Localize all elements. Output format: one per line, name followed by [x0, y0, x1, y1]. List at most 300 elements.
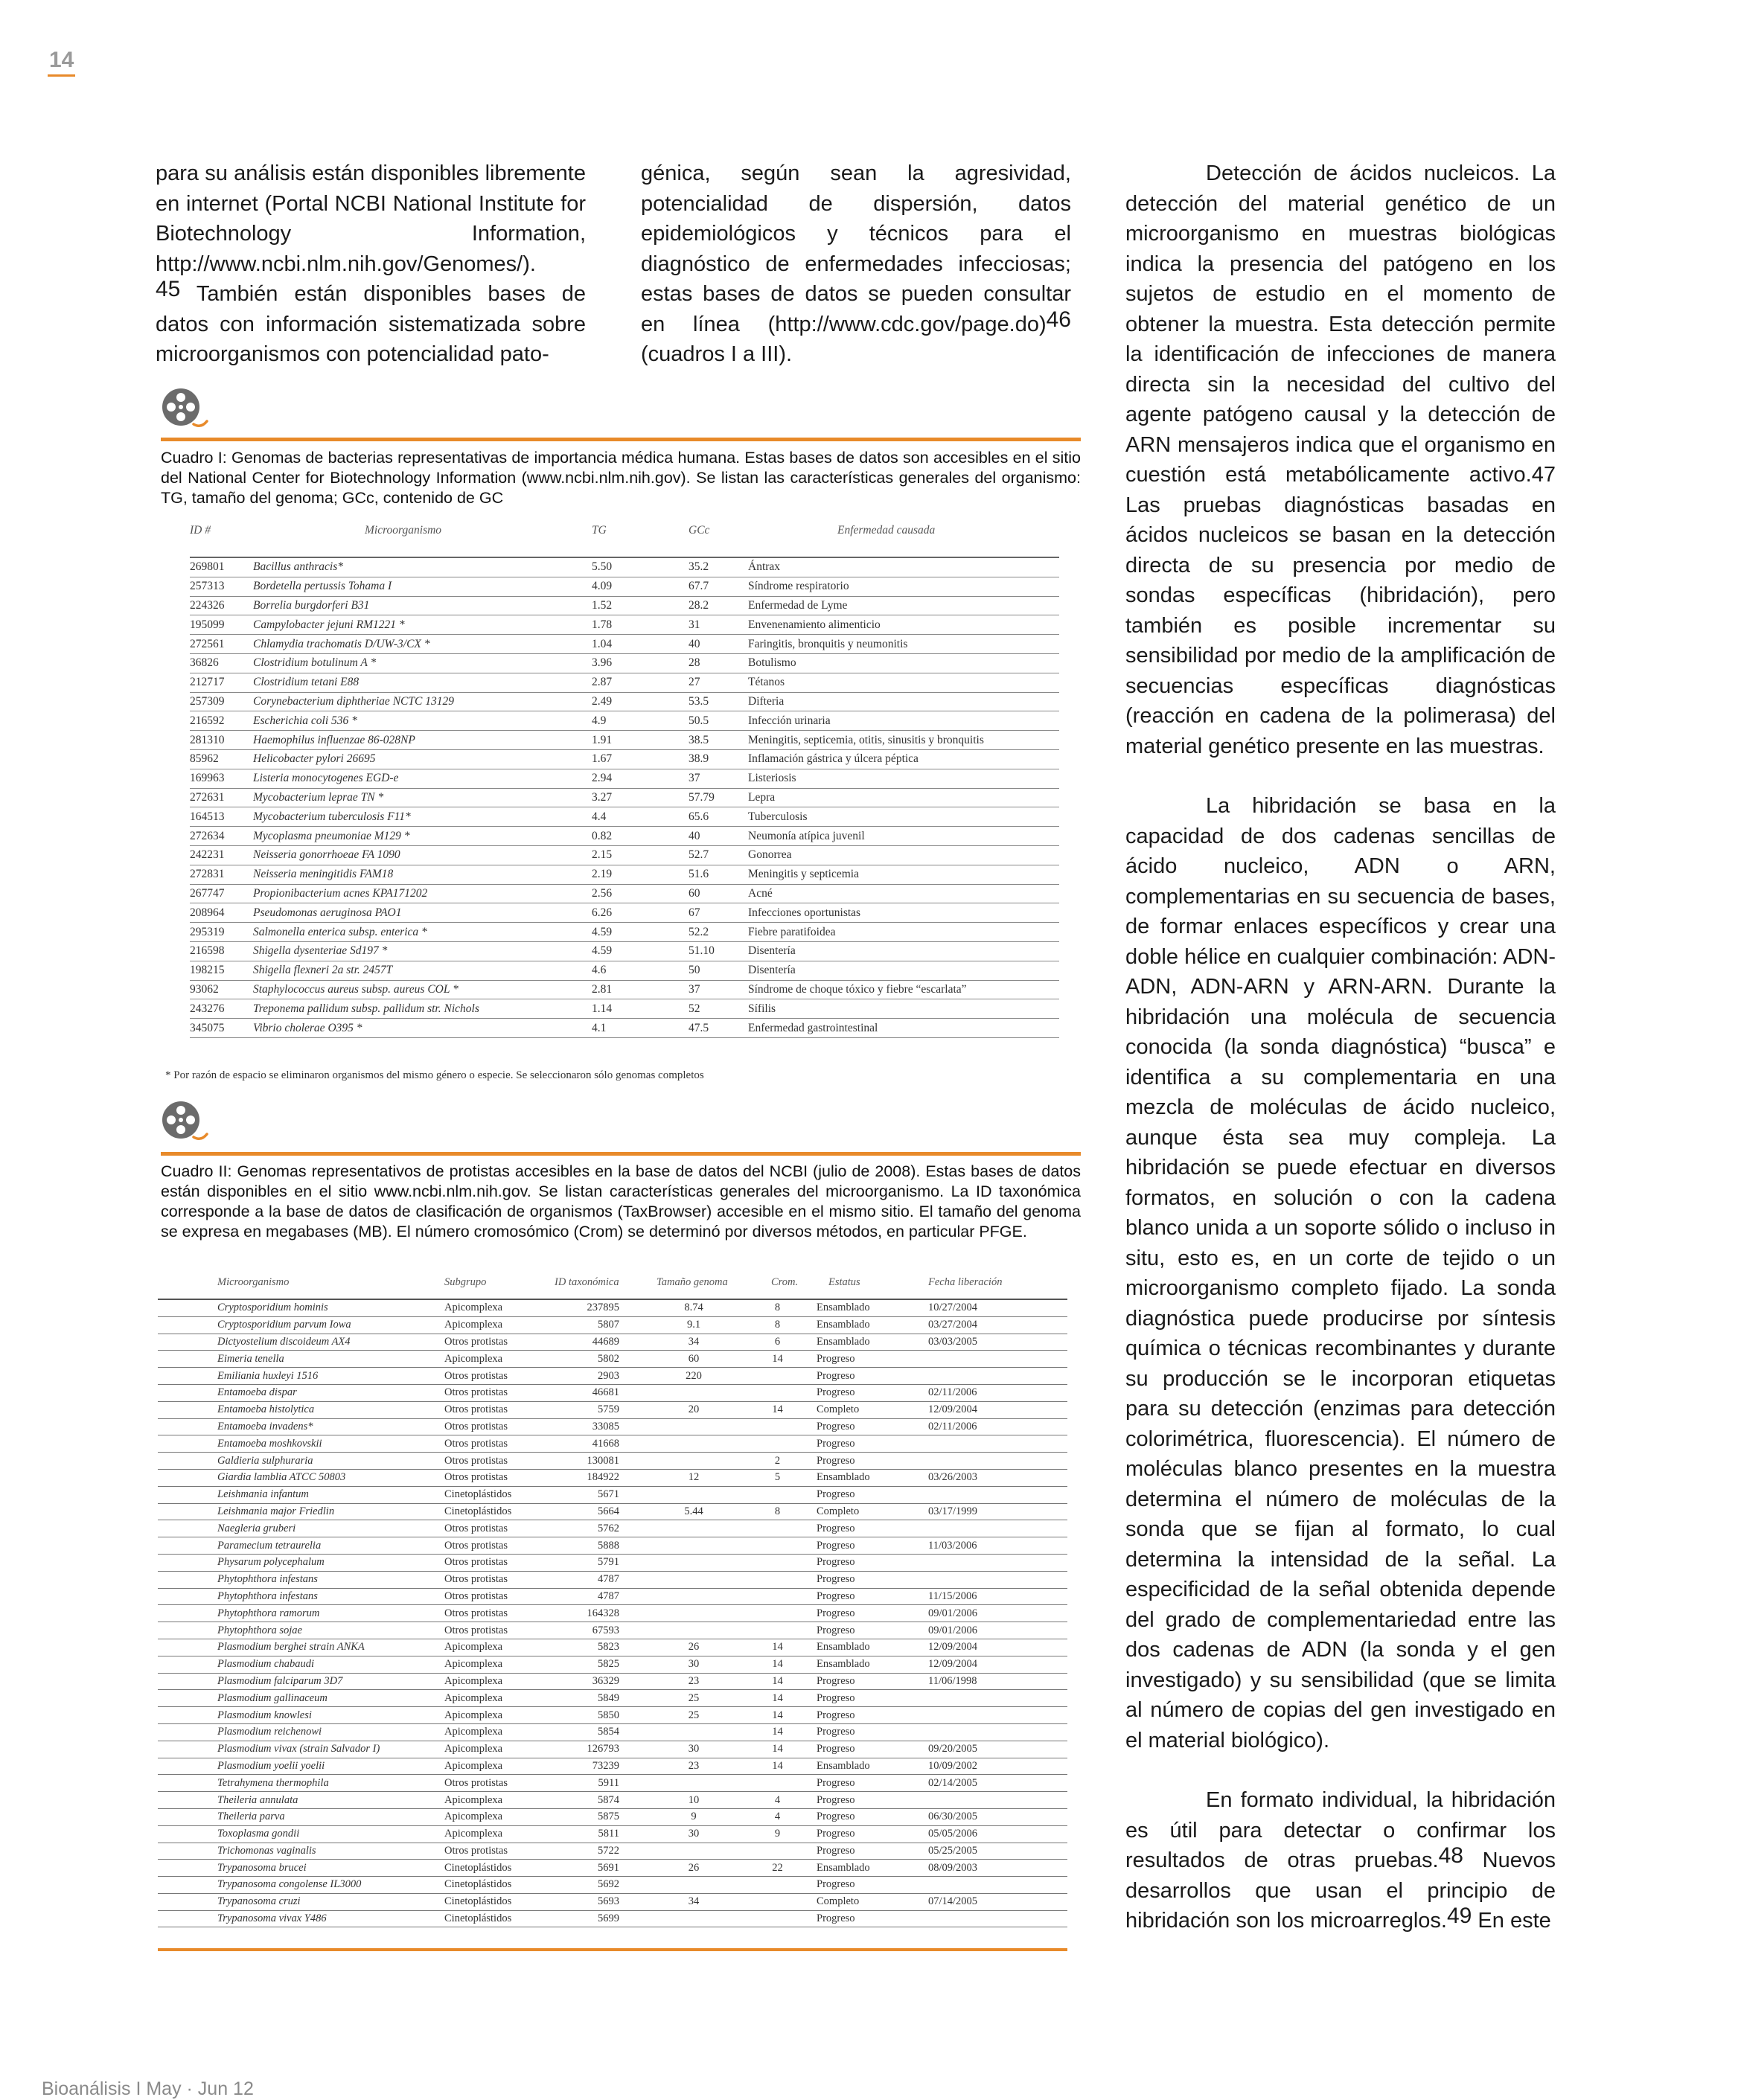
table2-row	[158, 1808, 1067, 1825]
table2-cell: 14	[761, 1656, 817, 1673]
table2-cell: Apicomplexa	[422, 1808, 549, 1825]
table1-cell: 85962	[190, 749, 253, 769]
table1-cell: Difteria	[748, 692, 1059, 711]
table1-row	[190, 596, 1059, 615]
table2-cell: Otros protistas	[422, 1571, 549, 1588]
table2-cell: 73239	[549, 1758, 657, 1775]
table1-cell: 198215	[190, 961, 253, 980]
table1-row	[190, 845, 1059, 865]
table2-cell: Theileria annulata	[158, 1792, 422, 1809]
table1-cell: 4.09	[592, 577, 689, 596]
table2-cell: 5	[761, 1469, 817, 1486]
table1-cell: 28.2	[689, 596, 748, 615]
table2-row	[158, 1690, 1067, 1707]
table1-cell: 257313	[190, 577, 253, 596]
table2-row	[158, 1622, 1067, 1639]
table2-cell: Plasmodium knowlesi	[158, 1707, 422, 1724]
table1-cell: 38.5	[689, 731, 748, 750]
table2-row	[158, 1486, 1067, 1503]
table2-cell: Otros protistas	[422, 1453, 549, 1470]
table2-cell: 03/26/2003	[928, 1469, 1067, 1486]
table1-row	[190, 961, 1059, 980]
table1-row	[190, 557, 1059, 577]
table2-cell: Apicomplexa	[422, 1673, 549, 1690]
table2-cell: Ensamblado	[817, 1860, 928, 1877]
table2-cell: Trichomonas vaginalis	[158, 1843, 422, 1860]
table1-cell: Borrelia burgdorferi B31	[253, 596, 592, 615]
table2-cell	[928, 1877, 1067, 1894]
table2-cell: 164328	[549, 1605, 657, 1622]
table2-cell: 5699	[549, 1910, 657, 1927]
table2-cell: Cryptosporidium hominis	[158, 1299, 422, 1316]
table2-row	[158, 1453, 1067, 1470]
table2-cell	[928, 1792, 1067, 1809]
table2-cell: 8	[761, 1299, 817, 1316]
table2-cell: 44689	[549, 1334, 657, 1351]
table1-cell: 35.2	[689, 557, 748, 577]
table1-cell: Faringitis, bronquitis y neumonitis	[748, 635, 1059, 654]
table2-cell: Progreso	[817, 1741, 928, 1758]
table2-cell: Completo	[817, 1893, 928, 1910]
table2-cell: Physarum polycephalum	[158, 1554, 422, 1571]
table2-row	[158, 1723, 1067, 1741]
table1-rule	[161, 438, 1081, 441]
table1-cell: Meningitis y septicemia	[748, 865, 1059, 884]
table2-cell	[761, 1910, 817, 1927]
table2-cell: 14	[761, 1401, 817, 1418]
table2-cell: Eimeria tenella	[158, 1351, 422, 1368]
table1-cell: 208964	[190, 903, 253, 923]
table2-cell: Cinetoplástidos	[422, 1893, 549, 1910]
table2-cell: Progreso	[817, 1520, 928, 1537]
table2-cell	[928, 1723, 1067, 1741]
table1-cell: Bordetella pertussis Tohama I	[253, 577, 592, 596]
col3-text-a: En formato individual, la hibridación es útil para detectar o confirmar los resultados de otras pruebas.	[1125, 1788, 1556, 1872]
table1-cell: Meningitis, septicemia, otitis, sinusitis y bronquitis	[748, 731, 1059, 750]
body-column-2	[641, 159, 1071, 370]
table1-cell: 4.4	[592, 807, 689, 827]
table2-cell: 14	[761, 1690, 817, 1707]
table2-row	[158, 1316, 1067, 1334]
col1-text-a: para su análisis están disponibles libremente en internet (Portal NCBI National Institute for Biotechnology Information, http://www.ncbi.nlm.nih.gov/Genomes/).	[156, 161, 586, 276]
table2-cell: 23	[657, 1673, 761, 1690]
table2-cell: Apicomplexa	[422, 1758, 549, 1775]
table1-header: Microorganismo	[253, 521, 592, 557]
table1-cell: Lepra	[748, 788, 1059, 807]
table1-cell: 4.6	[592, 961, 689, 980]
table2-cell: Galdieria sulphuraria	[158, 1453, 422, 1470]
table2-cell: 5722	[549, 1843, 657, 1860]
table2-cell: 8.74	[657, 1299, 761, 1316]
table2-cell: 25	[657, 1707, 761, 1724]
table2-cell: 22	[761, 1860, 817, 1877]
table2-cell: Progreso	[817, 1775, 928, 1792]
table2-row	[158, 1605, 1067, 1622]
table2-cell: Entamoeba moshkovskii	[158, 1435, 422, 1453]
table2-cell: Ensamblado	[817, 1299, 928, 1316]
table1-cell: 31	[689, 615, 748, 635]
table2-cell: 36329	[549, 1673, 657, 1690]
table2-cell: Progreso	[817, 1537, 928, 1555]
table2-cell	[657, 1384, 761, 1401]
table2-cell: 5671	[549, 1486, 657, 1503]
table2-cell: Trypanosoma cruzi	[158, 1893, 422, 1910]
table2-cell: 30	[657, 1656, 761, 1673]
table2-header-row	[158, 1270, 1067, 1299]
table2-cell: 06/30/2005	[928, 1808, 1067, 1825]
table2-cell	[928, 1486, 1067, 1503]
table1-cell: 50	[689, 961, 748, 980]
table1-cell: Propionibacterium acnes KPA171202	[253, 884, 592, 903]
table2-cell: Progreso	[817, 1605, 928, 1622]
table2-cell: Trypanosoma vivax Y486	[158, 1910, 422, 1927]
footer-issue: Bioanálisis I May · Jun 12	[42, 2078, 254, 2099]
col3-paragraph-3	[1125, 1785, 1556, 1936]
table2-cell: Otros protistas	[422, 1605, 549, 1622]
table2-row	[158, 1860, 1067, 1877]
table1-cell: Gonorrea	[748, 845, 1059, 865]
table2-cell	[761, 1571, 817, 1588]
table2-cell: 6	[761, 1334, 817, 1351]
table2-cell: Plasmodium berghei strain ANKA	[158, 1639, 422, 1656]
table1-cell: 3.27	[592, 788, 689, 807]
table1-cell: 57.79	[689, 788, 748, 807]
table1-cell: 2.56	[592, 884, 689, 903]
table1-cell: Neisseria gonorrhoeae FA 1090	[253, 845, 592, 865]
table2-row	[158, 1368, 1067, 1385]
table1-cell: 47.5	[689, 1019, 748, 1038]
table1-cell: Tuberculosis	[748, 807, 1059, 827]
table1-row	[190, 769, 1059, 788]
table2-cell: 05/25/2005	[928, 1843, 1067, 1860]
table1-header-row	[190, 521, 1059, 557]
table1-cell: 0.82	[592, 827, 689, 846]
table2-cell: 5850	[549, 1707, 657, 1724]
table1-cell: 295319	[190, 923, 253, 942]
table2-row	[158, 1469, 1067, 1486]
table2-header: Tamaño genoma	[657, 1270, 761, 1299]
table2-cell	[657, 1453, 761, 1470]
table2-cell: 10/09/2002	[928, 1758, 1067, 1775]
table2-cell: 5692	[549, 1877, 657, 1894]
table2-cell: 5691	[549, 1860, 657, 1877]
table2-cell	[761, 1520, 817, 1537]
table2-cell: 33085	[549, 1418, 657, 1435]
table2-row	[158, 1792, 1067, 1809]
table1-cell: 164513	[190, 807, 253, 827]
table1-cell: 272631	[190, 788, 253, 807]
table1	[190, 521, 1059, 1038]
table1-cell: 4.1	[592, 1019, 689, 1038]
body-column-3	[1125, 159, 1556, 1966]
table1-cell: Bacillus anthracis*	[253, 557, 592, 577]
table1-cell: 67.7	[689, 577, 748, 596]
table2-cell: 10	[657, 1792, 761, 1809]
table2-cell: 5874	[549, 1792, 657, 1809]
table1-row	[190, 711, 1059, 731]
table1-cell: 257309	[190, 692, 253, 711]
table2-row	[158, 1334, 1067, 1351]
table2-cell: 02/11/2006	[928, 1384, 1067, 1401]
table2-row	[158, 1299, 1067, 1316]
table1-row	[190, 807, 1059, 827]
table2-row	[158, 1893, 1067, 1910]
table2-cell: Otros protistas	[422, 1537, 549, 1555]
table1-cell: Campylobacter jejuni RM1221 *	[253, 615, 592, 635]
table2-row	[158, 1910, 1067, 1927]
table2-cell: Apicomplexa	[422, 1639, 549, 1656]
table1-cell: Vibrio cholerae O395 *	[253, 1019, 592, 1038]
table2-cell: Otros protistas	[422, 1334, 549, 1351]
table1-row	[190, 653, 1059, 673]
table2-cell	[657, 1571, 761, 1588]
table2-cell: Progreso	[817, 1707, 928, 1724]
table2-cell: 14	[761, 1758, 817, 1775]
table2-cell: Otros protistas	[422, 1469, 549, 1486]
table1-cell: 50.5	[689, 711, 748, 731]
table2-cell: 130081	[549, 1453, 657, 1470]
table2-cell: 14	[761, 1741, 817, 1758]
table2-cell: Progreso	[817, 1723, 928, 1741]
table1-row	[190, 673, 1059, 692]
table2-cell: Cinetoplástidos	[422, 1503, 549, 1520]
table2-cell: 09/20/2005	[928, 1741, 1067, 1758]
table1-row	[190, 731, 1059, 750]
table2-cell: Ensamblado	[817, 1334, 928, 1351]
ref-46: 46	[1046, 307, 1071, 332]
table2	[158, 1270, 1067, 1927]
table2-cell: Phytophthora infestans	[158, 1571, 422, 1588]
table2-row	[158, 1673, 1067, 1690]
table2-cell: Apicomplexa	[422, 1316, 549, 1334]
table2-cell: 5825	[549, 1656, 657, 1673]
table2-cell: Otros protistas	[422, 1384, 549, 1401]
table2-cell: 9	[761, 1825, 817, 1843]
table2-cell: 41668	[549, 1435, 657, 1453]
table1-cell: 267747	[190, 884, 253, 903]
table2-cell: 14	[761, 1673, 817, 1690]
table2-header: Crom.	[761, 1270, 817, 1299]
table2-header: Subgrupo	[422, 1270, 549, 1299]
table2-cell: 34	[657, 1893, 761, 1910]
table2-cell: 26	[657, 1860, 761, 1877]
table1-cell: 2.81	[592, 980, 689, 999]
table2-cell: 5664	[549, 1503, 657, 1520]
table2-cell: Progreso	[817, 1910, 928, 1927]
table2-cell	[657, 1418, 761, 1435]
table1-cell: 37	[689, 769, 748, 788]
table2-cell	[657, 1554, 761, 1571]
table2-caption: Cuadro II: Genomas representativos de protistas accesibles en la base de datos del NCBI (julio de 2008). Estas bases de datos están disponibles en el sitio www.ncbi.nlm.nih.gov. Se listan características generales del microorganismo. La ID taxonómica corresponde a la base de datos de clasificación de organismos (TaxBrowser) accesible en el mismo sitio. El tamaño del genoma se expresa en megabases (MB). El número cromosómico (Crom) se determinó por diversos métodos, en particular PFGE.	[161, 1162, 1081, 1241]
table2-cell: 126793	[549, 1741, 657, 1758]
table1-cell: Clostridium tetani E88	[253, 673, 592, 692]
table1-cell: Salmonella enterica subsp. enterica *	[253, 923, 592, 942]
table2-cell: Trypanosoma brucei	[158, 1860, 422, 1877]
table2-cell: 4	[761, 1792, 817, 1809]
table1-cell: Mycoplasma pneumoniae M129 *	[253, 827, 592, 846]
table2-cell: Progreso	[817, 1486, 928, 1503]
table2-cell: 4787	[549, 1588, 657, 1605]
table1-row	[190, 788, 1059, 807]
table2-cell	[657, 1588, 761, 1605]
table2-cell: Progreso	[817, 1792, 928, 1809]
table2-cell: 03/17/1999	[928, 1503, 1067, 1520]
table2-cell: 25	[657, 1690, 761, 1707]
table1-header: GCc	[689, 521, 748, 557]
table2-cell: 10/27/2004	[928, 1299, 1067, 1316]
table1-cell: 4.59	[592, 923, 689, 942]
table2-cell: 5823	[549, 1639, 657, 1656]
table2-cell: Paramecium tetraurelia	[158, 1537, 422, 1555]
col3-paragraph-1: Detección de ácidos nucleicos. La detección del material genético de un microorganismo en muestras biológicas indica la presencia del patógeno en los sujetos de estudio en el momento de obtener la muestra. Esta detección permite la identificación de infecciones de manera directa sin la necesidad del cultivo del agente patógeno causal y la detección de ARN mensajeros indica que el organismo en cuestión está metabólicamente activo.47 Las pruebas diagnósticas basadas en ácidos nucleicos se basan en la detección directa de su presencia por medio de sondas específicas (hibridación), pero también es posible incrementar su sensibilidad por medio de la amplificación de secuencias específicas diagnósticas (reacción en cadena de la polimerasa) del material genético presente en las muestras.	[1125, 161, 1556, 758]
table1-row	[190, 884, 1059, 903]
table2-cell: 5811	[549, 1825, 657, 1843]
table2-cell	[928, 1351, 1067, 1368]
table1-row	[190, 827, 1059, 846]
table1-cell: Mycobacterium tuberculosis F11*	[253, 807, 592, 827]
table2-row	[158, 1520, 1067, 1537]
table1-header: TG	[592, 521, 689, 557]
table1-cell: 242231	[190, 845, 253, 865]
table1-cell: 4.9	[592, 711, 689, 731]
table2-cell: 12/09/2004	[928, 1656, 1067, 1673]
table1-cell: 51.10	[689, 941, 748, 961]
table2-cell: 03/03/2005	[928, 1334, 1067, 1351]
table1-row	[190, 749, 1059, 769]
table2-row	[158, 1775, 1067, 1792]
table2-cell: Otros protistas	[422, 1435, 549, 1453]
table1-cell: 60	[689, 884, 748, 903]
table1-cell: Síndrome de choque tóxico y fiebre “escarlata”	[748, 980, 1059, 999]
table2-cell: Apicomplexa	[422, 1707, 549, 1724]
table2-cell: Progreso	[817, 1418, 928, 1435]
table1-header: ID #	[190, 521, 253, 557]
table2-row	[158, 1537, 1067, 1555]
table2-cell: 9.1	[657, 1316, 761, 1334]
table2-cell: Otros protistas	[422, 1368, 549, 1385]
table2-cell: Progreso	[817, 1690, 928, 1707]
table2-cell	[657, 1605, 761, 1622]
table2-cell: Apicomplexa	[422, 1656, 549, 1673]
table2-cell: Otros protistas	[422, 1401, 549, 1418]
table1-cell: 345075	[190, 1019, 253, 1038]
table2-cell	[928, 1453, 1067, 1470]
film-reel-icon	[161, 1100, 213, 1143]
table1-cell: Síndrome respiratorio	[748, 577, 1059, 596]
table2-cell: Phytophthora infestans	[158, 1588, 422, 1605]
table2-header: Microorganismo	[158, 1270, 422, 1299]
table1-cell: 2.15	[592, 845, 689, 865]
table2-cell: 2	[761, 1453, 817, 1470]
table2-cell: Progreso	[817, 1673, 928, 1690]
table2-cell: Leishmania infantum	[158, 1486, 422, 1503]
table2-row	[158, 1877, 1067, 1894]
table2-row	[158, 1401, 1067, 1418]
col3-paragraph-2: La hibridación se basa en la capacidad de dos cadenas sencillas de ácido nucleico, ADN o ARN, complementarias en su secuencia de bases, de formar enlaces específicos y crear una doble hélice en cualquier combinación: ADN-ADN, ADN-ARN y ARN-ARN. Durante la hibridación una molécula de secuencia conocida (la sonda diagnóstica) “busca” e identifica a su complementaria en una mezcla de moléculas de ácido nucleico, aunque ésta sea muy compleja. La hibridación se puede efectuar en diversos formatos, en solución o con la cadena blanco unida a un soporte sólido o incluso in situ, esto es, en un corte de tejido o un microorganismo completo fijado. La sonda diagnóstica puede producirse por síntesis química o técnicas recombinantes y durante su producción se le incorporan etiquetas para su detección (enzimas para detección colorimétrica, fluorescencia). El número de moléculas blanco presentes en la muestra determina el número de moléculas de la sonda que se fijan al formato, lo cual determina la intensidad de la señal. La especificidad de la señal obtenida depende del grado de complementariedad entre las dos cadenas de ADN (la sonda y el gen investigado) y su sensibilidad (que se limita al número de copias del gen investigado en el material biológico).	[1125, 794, 1556, 1752]
table2-cell: Otros protistas	[422, 1843, 549, 1860]
col2-paragraph	[641, 159, 1071, 370]
table2-cell: Phytophthora ramorum	[158, 1605, 422, 1622]
table1-cell: Inflamación gástrica y úlcera péptica	[748, 749, 1059, 769]
table2-cell: Progreso	[817, 1453, 928, 1470]
table1-row	[190, 615, 1059, 635]
table1-cell: Shigella flexneri 2a str. 2457T	[253, 961, 592, 980]
table1-cell: 2.94	[592, 769, 689, 788]
table2-cell	[761, 1486, 817, 1503]
table1-cell: 52.7	[689, 845, 748, 865]
table1-cell: Listeria monocytogenes EGD-e	[253, 769, 592, 788]
table2-cell: 5911	[549, 1775, 657, 1792]
table2-cell: Entamoeba invadens*	[158, 1418, 422, 1435]
table2-cell: Otros protistas	[422, 1418, 549, 1435]
table2-cell	[928, 1554, 1067, 1571]
table2-cell: Tetrahymena thermophila	[158, 1775, 422, 1792]
table1-cell: Fiebre paratifoidea	[748, 923, 1059, 942]
table1-cell: 2.19	[592, 865, 689, 884]
table2-cell: 08/09/2003	[928, 1860, 1067, 1877]
table2-cell: 5791	[549, 1554, 657, 1571]
table2-cell: 5759	[549, 1401, 657, 1418]
table1-row	[190, 692, 1059, 711]
table2-header: Fecha liberación	[928, 1270, 1067, 1299]
table1-cell: 224326	[190, 596, 253, 615]
table2-cell: Dictyostelium discoideum AX4	[158, 1334, 422, 1351]
table1-row	[190, 577, 1059, 596]
table2-row	[158, 1741, 1067, 1758]
table1-cell: 269801	[190, 557, 253, 577]
table1-cell: 1.04	[592, 635, 689, 654]
table2-cell: Completo	[817, 1503, 928, 1520]
table1-row	[190, 980, 1059, 999]
table1-cell: Enfermedad gastrointestinal	[748, 1019, 1059, 1038]
table2-cell: Emiliania huxleyi 1516	[158, 1368, 422, 1385]
col3-text-b: Nuevos desarrollos que usan el principio de hibridación son los microarreglos.	[1125, 1848, 1556, 1933]
table2-cell: 11/06/1998	[928, 1673, 1067, 1690]
table1-cell: Infecciones oportunistas	[748, 903, 1059, 923]
table1-cell: 272634	[190, 827, 253, 846]
table1-cell: Corynebacterium diphtheriae NCTC 13129	[253, 692, 592, 711]
table2-cell: 05/05/2006	[928, 1825, 1067, 1843]
table2-cell: 8	[761, 1503, 817, 1520]
table1-cell: 51.6	[689, 865, 748, 884]
table2-cell: Entamoeba histolytica	[158, 1401, 422, 1418]
table2-cell: Progreso	[817, 1351, 928, 1368]
table2-cell	[657, 1622, 761, 1639]
table2-cell: Plasmodium chabaudi	[158, 1656, 422, 1673]
table1-cell: Enfermedad de Lyme	[748, 596, 1059, 615]
table1-cell: Infección urinaria	[748, 711, 1059, 731]
table2-cell: Apicomplexa	[422, 1299, 549, 1316]
table2-row	[158, 1435, 1067, 1453]
table2-cell: Cinetoplástidos	[422, 1860, 549, 1877]
table1-cell: 212717	[190, 673, 253, 692]
table2-cell: 03/27/2004	[928, 1316, 1067, 1334]
table1-cell: Treponema pallidum subsp. pallidum str. Nichols	[253, 999, 592, 1019]
table2-cell: Cinetoplástidos	[422, 1486, 549, 1503]
table2-cell: 11/03/2006	[928, 1537, 1067, 1555]
table2-cell: Otros protistas	[422, 1520, 549, 1537]
col1-text-b: También están disponibles bases de datos con información sistematizada sobre microorganismos con potencialidad pato-	[156, 282, 586, 366]
table1-cell: Staphylococcus aureus subsp. aureus COL *	[253, 980, 592, 999]
table1-cell: Acné	[748, 884, 1059, 903]
table1-cell: 52.2	[689, 923, 748, 942]
table2-cell: 8	[761, 1316, 817, 1334]
table2-cell: 5693	[549, 1893, 657, 1910]
table1-cell: 38.9	[689, 749, 748, 769]
table2-cell	[928, 1520, 1067, 1537]
col2-text-b: (cuadros I a III).	[641, 342, 793, 366]
table2-row	[158, 1384, 1067, 1401]
